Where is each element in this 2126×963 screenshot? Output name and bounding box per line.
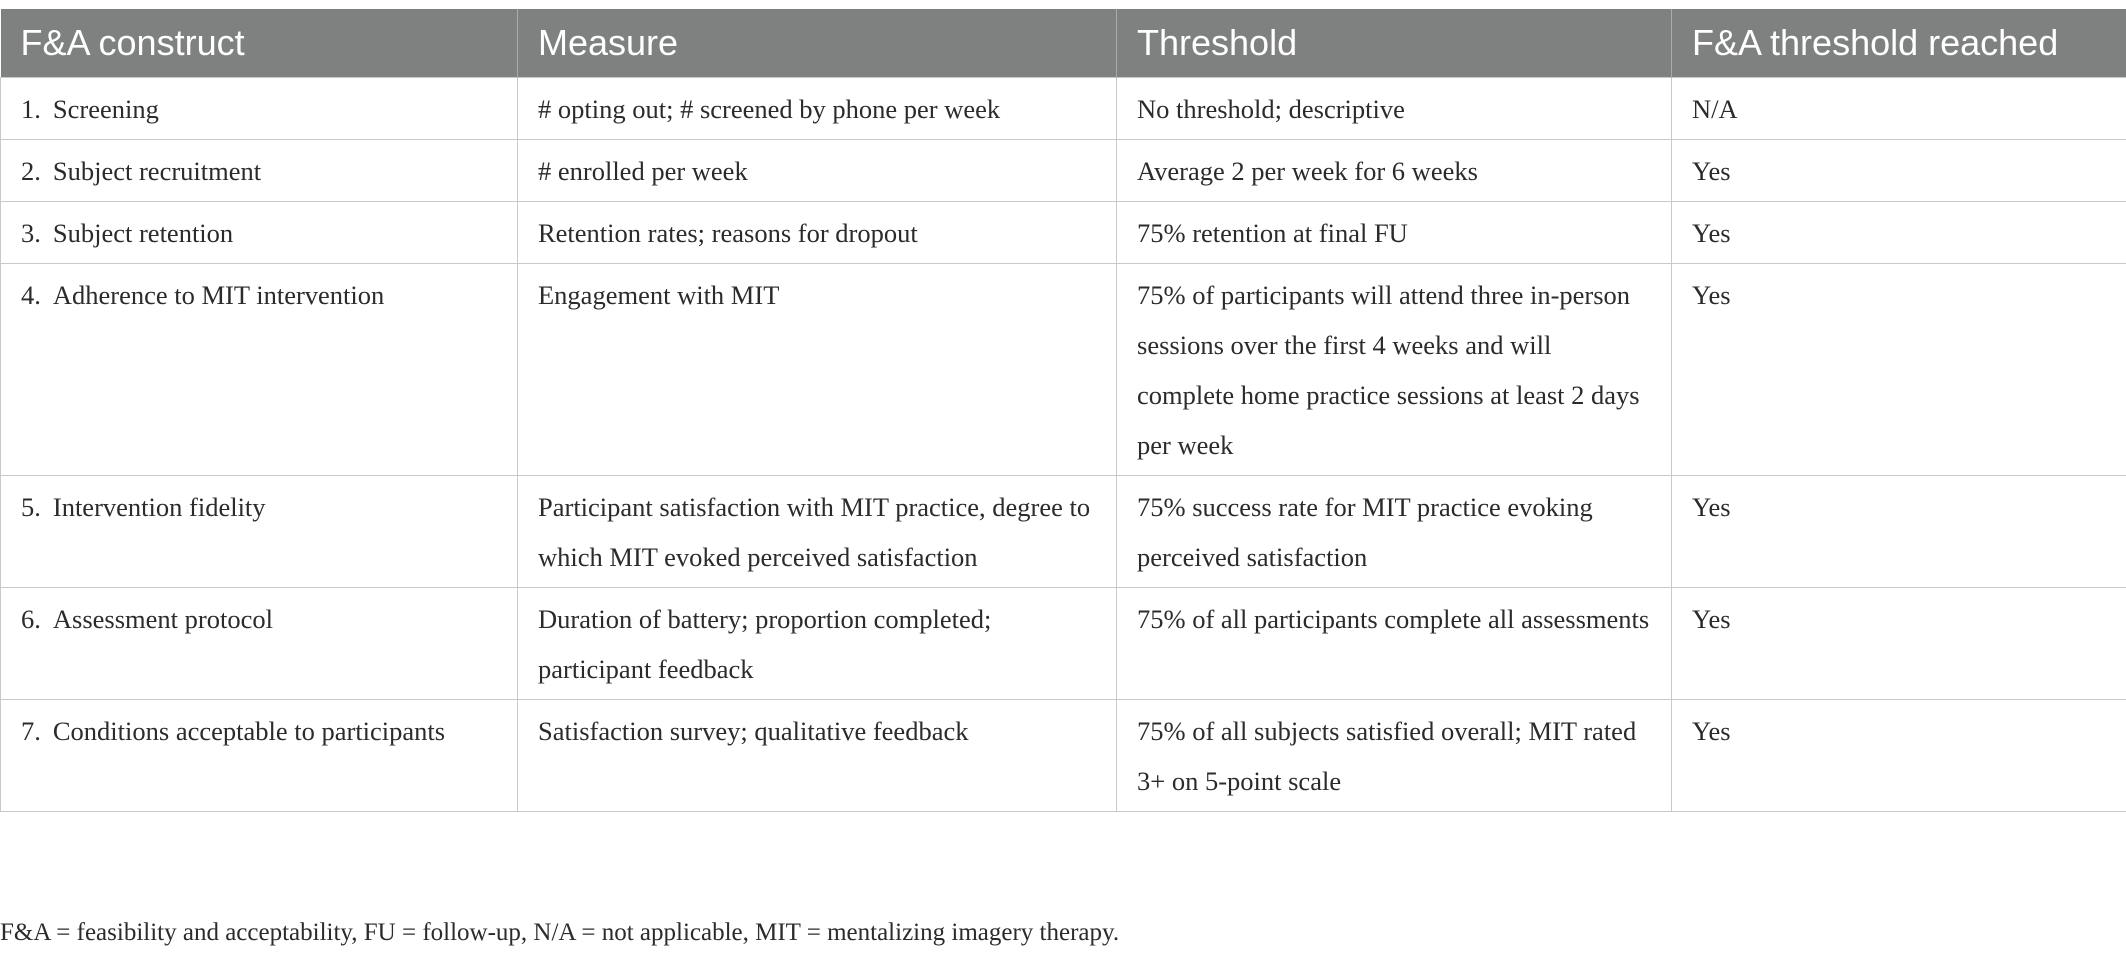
cell-threshold: 75% retention at final FU [1117, 202, 1672, 264]
cell-threshold: 75% success rate for MIT practice evoking perceived satisfaction [1117, 476, 1672, 588]
cell-construct [1, 202, 518, 264]
table-row [1, 78, 2126, 140]
cell-construct [1, 700, 518, 812]
table-footnote: F&A = feasibility and acceptability, FU = follow-up, N/A = not applicable, MIT = mentalizing imagery therapy. [0, 919, 1120, 946]
cell-reached: Yes [1672, 476, 2126, 588]
construct-label: Screening [52, 94, 159, 124]
row-number: 2. [21, 156, 41, 186]
cell-measure: Participant satisfaction with MIT practice, degree to which MIT evoked perceived satisfaction [518, 476, 1117, 588]
cell-measure: Engagement with MIT [518, 264, 1117, 476]
construct-label: Intervention fidelity [52, 492, 266, 522]
cell-reached: Yes [1672, 140, 2126, 202]
construct-label: Conditions acceptable to participants [52, 716, 446, 746]
cell-reached: N/A [1672, 78, 2126, 140]
cell-threshold: Average 2 per week for 6 weeks [1117, 140, 1672, 202]
row-number: 7. [21, 716, 41, 746]
cell-measure: # opting out; # screened by phone per week [518, 78, 1117, 140]
construct-label: Assessment protocol [52, 604, 273, 634]
cell-measure: Duration of battery; proportion completed; participant feedback [518, 588, 1117, 700]
table-row [1, 140, 2126, 202]
cell-threshold: 75% of all subjects satisfied overall; MIT rated 3+ on 5-point scale [1117, 700, 1672, 812]
cell-measure: Retention rates; reasons for dropout [518, 202, 1117, 264]
data-table-container [0, 9, 2126, 812]
construct-label: Subject recruitment [52, 156, 262, 186]
cell-threshold: 75% of all participants complete all assessments [1117, 588, 1672, 700]
row-number: 4. [21, 280, 41, 310]
cell-construct [1, 140, 518, 202]
feasibility-table [0, 9, 2126, 812]
header-construct: F&A construct [1, 9, 518, 78]
cell-construct [1, 78, 518, 140]
cell-reached: Yes [1672, 264, 2126, 476]
row-number: 1. [21, 94, 41, 124]
cell-measure: # enrolled per week [518, 140, 1117, 202]
cell-threshold: No threshold; descriptive [1117, 78, 1672, 140]
header-threshold-reached: F&A threshold reached [1672, 9, 2126, 78]
row-number: 5. [21, 492, 41, 522]
row-number: 3. [21, 218, 41, 248]
table-row [1, 588, 2126, 700]
table-body [1, 78, 2126, 812]
header-threshold: Threshold [1117, 9, 1672, 78]
cell-measure: Satisfaction survey; qualitative feedback [518, 700, 1117, 812]
cell-construct [1, 476, 518, 588]
header-measure: Measure [518, 9, 1117, 78]
table-row [1, 700, 2126, 812]
table-row [1, 264, 2126, 476]
cell-reached: Yes [1672, 588, 2126, 700]
construct-label: Adherence to MIT intervention [52, 280, 385, 310]
cell-construct [1, 588, 518, 700]
cell-threshold: 75% of participants will attend three in-person sessions over the first 4 weeks and will complete home practice sessions at least 2 days per week [1117, 264, 1672, 476]
row-number: 6. [21, 604, 41, 634]
cell-reached: Yes [1672, 700, 2126, 812]
header-row [1, 9, 2126, 78]
cell-reached: Yes [1672, 202, 2126, 264]
cell-construct [1, 264, 518, 476]
table-header [1, 9, 2126, 78]
table-row [1, 202, 2126, 264]
table-row [1, 476, 2126, 588]
construct-label: Subject retention [52, 218, 234, 248]
